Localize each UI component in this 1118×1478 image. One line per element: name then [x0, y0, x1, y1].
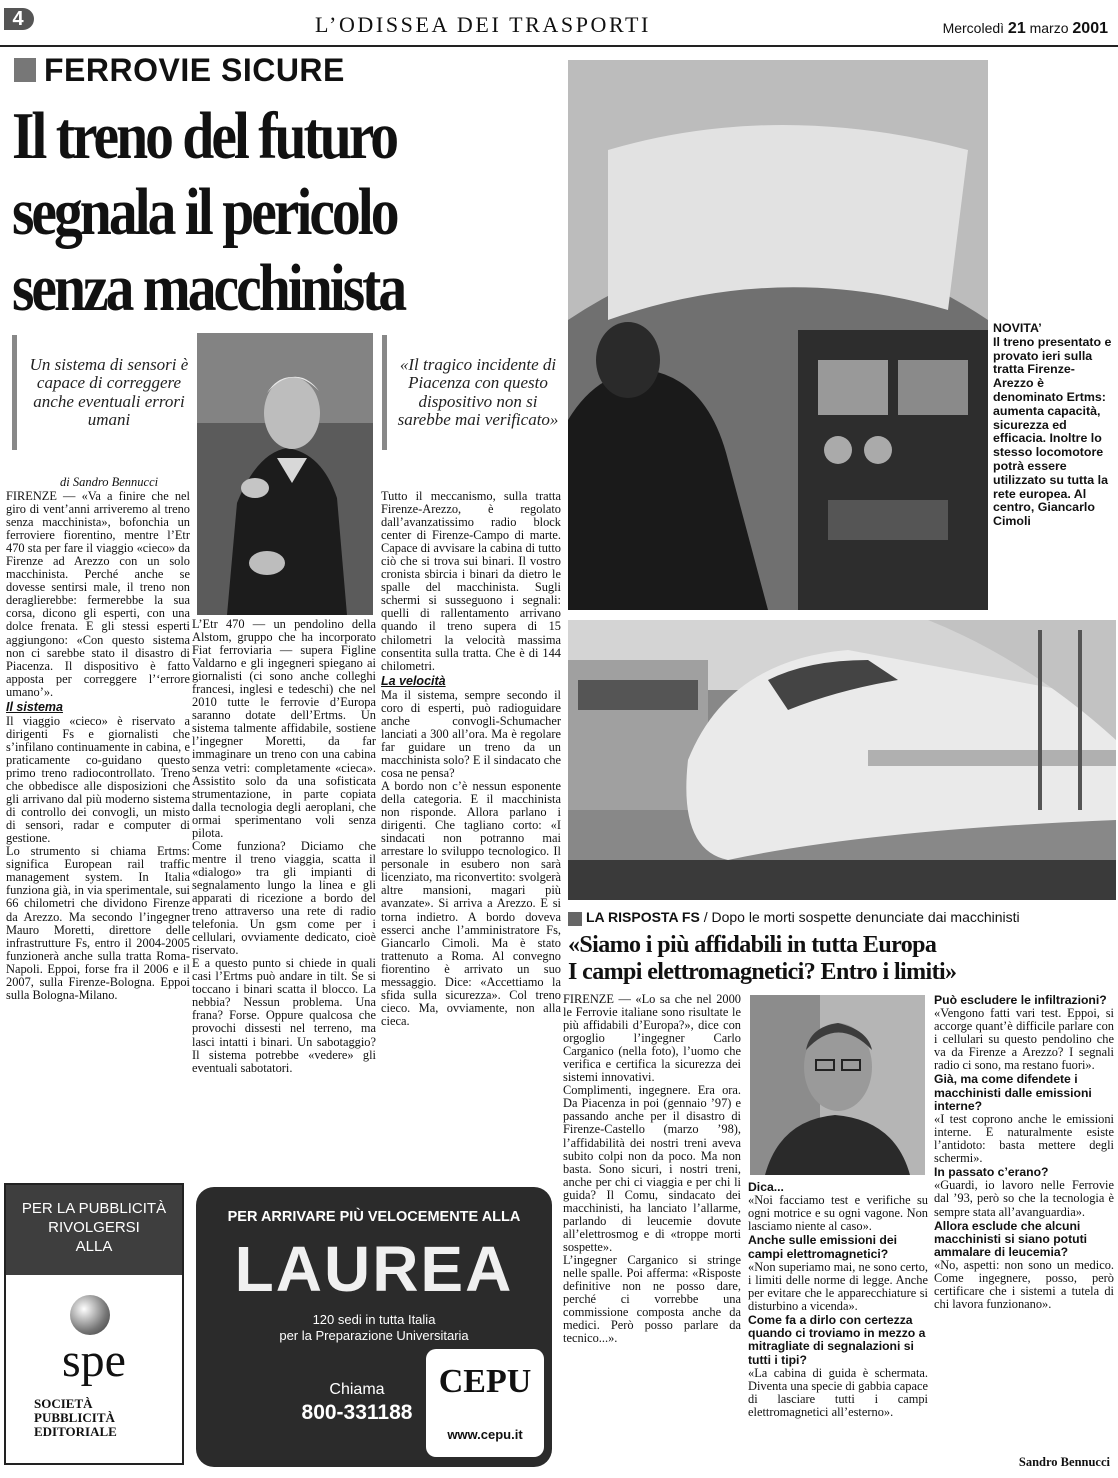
byline [60, 475, 158, 490]
interview-question: Allora esclude che alcuni macchinisti si siano potuti ammalare di leucemia? [934, 1218, 1088, 1259]
interview-column-3 [934, 993, 1114, 1455]
ad-cepu [196, 1187, 552, 1467]
signature: Sandro Bennucci [1018, 1455, 1110, 1469]
cockpit-photo [568, 60, 988, 610]
interview-answer: «I test coprono anche le emissioni interne. E naturalmente esiste l’antidoto: basta mettere degli schermi». [934, 1112, 1114, 1166]
qa-block [748, 1234, 928, 1313]
qa-block [748, 1314, 928, 1419]
header-rule [0, 45, 1118, 47]
interview-answer: «Guardi, io lavoro nelle Ferrovie dal ’93, però so che la tecnologia è sempre stata all’avanguardia». [934, 1178, 1114, 1219]
ad-spe-line: ALLA [75, 1238, 113, 1255]
ad-spe [4, 1183, 184, 1465]
interview-column-2 [748, 1180, 928, 1470]
train-photo [568, 620, 1116, 900]
sidebar-headline [568, 932, 1118, 986]
ad-spe-line: PER LA PUBBLICITÀ [21, 1200, 167, 1217]
date-day: 21 [1007, 20, 1026, 37]
sidebar-headline-line-1: «Siamo i più affidabili in tutta Europa [568, 932, 937, 958]
interview-column-1 [563, 993, 741, 1470]
pull-quote-bar [382, 335, 387, 450]
date-year: 2001 [1072, 20, 1108, 37]
qa-block [934, 994, 1114, 1072]
ad-spe-logo: spe [62, 1334, 126, 1387]
interview-paragraph: Complimenti, ingegnere. Era ora. Da Piacenza in poi (gennaio ’97) e passando anche per il disastro di Firenze-Castello (marzo ’98), l’affidabilità dei nostri treni aveva subito colpi non da poco. Ma non basta. Sono sicuri, i nostri treni, anche per chi ci viaggia e per chi li guida? Il Comu, sindacato dei macchinisti, ha lanciato l’allarme, parlando di leucemie dovute all’elettrosmog e di «troppe morti sospette». [563, 1083, 741, 1254]
article-paragraph: A bordo non c’è nessun esponente della categoria. E il macchinista non risponde. Allora parlano i dirigenti. Che tagliano corto: «I sindacati non potranno mai arrestare lo sviluppo tecnologico. Il personale in esubero non sarà licenziato, ma riconvertito: svolgerà altre mansioni, magari più avanzate». Si arriva a Arezzo. E si torna indietro. A bordo doveva esserci anche l’amministratore Fs, Giancarlo Cimoli. Ma è stato trattenuto a Roma. Al convegno fiorentino è arrivato un suo messaggio. Dice: «Accettiamo la sfida sulla sicurezza». Col treno cieco. Ma, ovviamente, non alla cieca. [381, 779, 561, 1028]
kicker-square [14, 58, 36, 82]
sidebar-dek: Dopo le morti sospette denunciate dai macchinisti [711, 909, 1020, 925]
interview-answer: «No, aspetti: non sono un medico. Come ingegnere, posso, però certificare che i sistemi a tutela di chi lavora funzionano». [934, 1258, 1114, 1312]
ad-cepu-phone[interactable]: 800-331188 [301, 1401, 413, 1424]
ad-spe-header [6, 1185, 182, 1275]
ad-cepu-info-line: per la Preparazione Universitaria [279, 1328, 469, 1343]
article-paragraph: L’Etr 470 — un pendolino della Alstom, gruppo che ha incorporato Fiat ferroviaria — supera Figline Valdarno e gli ingegneri spiegano ai giornalisti (ci sono anche colleghi francesi, inglesi e tedeschi) che nel 2010 tutte le ferrovie d’Europa saranno dotate dell’Ertms. Un sistema talmente affidabile, sostiene l’ingegner Moretti, da far immaginare un treno con una cabina senza vetri: completamente «cieca». Assistito solo da una sofisticata strumentazione, in parte copiata dalla tecnologia degli aeroplani, che ormai sperimentano voli senza pilota. [192, 618, 376, 840]
page-number: 4 [12, 8, 24, 30]
article-paragraph: FIRENZE — «Va a finire che nel giro di vent’anni arriveremo al treno senza macchinista», bofonchia un ferroviere fiorentino, mentre l’Etr 470 sta per fare il viaggio «cieco» da Firenze ad Arezzo con un solo macchinista. Perché anche se dovesse sentirsi male, il treno non deraglierebbe: fermerebbe la sua corsa, dicono gli esperti, con una dolce frenata. E gli stessi esperti aggiungono: «Con questo sistema non ci sarebbe stato il disastro di Piacenza. Il dispositivo è fatto apposta per correggere l’‘errore umano’». [6, 490, 190, 699]
kicker: FERROVIE SICURE [44, 52, 345, 88]
ad-spe-sub [34, 1397, 117, 1439]
headline [12, 98, 494, 326]
subheading-la-velocita: La velocità [381, 673, 446, 688]
qa-block [934, 1073, 1114, 1165]
article-paragraph: Lo strumento si chiama Ertms: significa European rail traffic management system. In Italia funziona già, in via sperimentale, sui 66 chilometri che dividono Firenze da Arezzo. Ma secondo l’ingegner Mauro Moretti, direttore delle infrastrutture Fs, entro il 2004-2005 funzionerà anche sulla tratta Roma-Napoli. Eppoi, forse fra il 2006 e il 2007, sulla Firenze-Bologna. Eppoi sulla Bologna-Milano. [6, 844, 190, 1002]
subheading-il-sistema: Il sistema [6, 699, 63, 714]
globe-icon [70, 1295, 110, 1335]
sidebar-square [568, 912, 582, 926]
qa-block [934, 1166, 1114, 1218]
ad-cepu-title: LAUREA [234, 1233, 514, 1305]
qa-block [934, 1220, 1114, 1312]
date-weekday: Mercoledì [942, 20, 1005, 36]
ad-spe-sub-line: PUBBLICITÀ [34, 1410, 115, 1425]
photo-caption [993, 322, 1115, 529]
ad-spe-line: RIVOLGERSI [48, 1219, 140, 1236]
ad-cepu-url[interactable]: www.cepu.it [447, 1427, 523, 1442]
interview-question: Già, ma come difendete i macchinisti dalle emissioni interne? [934, 1072, 1092, 1113]
article-paragraph: Come funziona? Diciamo che mentre il treno viaggia, scatta il «dialogo» tra gli impianti di segnalamento lungo la linea e gli apparati di ricezione a bordo del treno attraverso una rete di radio telefonia. Un gsm come per i cellulari, ovviamente dedicato, cioè riservato. [192, 838, 376, 958]
issue-date [890, 20, 1108, 38]
interview-answer: «La cabina di guida è schermata. Diventa una specie di gabbia capace di lasciare tutti i campi elettromagnetici all’esterno». [748, 1365, 928, 1419]
portrait-photo [197, 333, 373, 615]
interview-answer: «Noi facciamo test e verifiche su ogni motrice e su ogni vagone. Non lasciamo niente al caso». [748, 1193, 928, 1234]
article-paragraph: Ma il sistema, sempre secondo il coro di esperti, può radioguidare anche convogli-Schumacher lanciati a 300 all’ora. Ma è regolare far guidare un treno da un macchinista solo? E il sindacato che cosa ne pensa? [381, 687, 561, 780]
pull-quote-2: «Il tragico incidente di Piacenza con questo dispositivo non si sarebbe mai verificato» [397, 355, 559, 430]
article-paragraph: Il viaggio «cieco» è riservato a dirigenti Fs e giornalisti che s’infilano continuamente in cabina, e praticamente co-guidano questo primo treno radiocontrollato. Treno che obbedisce alle disposizioni che gli arrivano dal più moderno sistema di controllo dei convogli, un misto di sensori, radar e computer di gestione. [6, 713, 190, 846]
ad-cepu-info-line: 120 sedi in tutta Italia [312, 1312, 436, 1327]
article-paragraph: Tutto il meccanismo, sulla tratta Firenze-Arezzo, è regolato dall’avanzatissimo radio block center di Firenze-Campo di marte. Capace di avvisare la cabina di tutto ciò che si trova sui binari. Il vostro cronista sbircia i binari da dietro le spalle del macchinista. Sugli schermi si susseguono i segnali: quelli di rallentamento arrivano quando il treno supera di 15 chilometri la velocità massima consentita sulla tratta. Che è di 144 chilometri. [381, 490, 561, 673]
engineer-photo [750, 995, 925, 1175]
byline-text: di Sandro Bennucci [60, 475, 159, 489]
interview-answer: «Non superiamo mai, ne sono certo, i limiti delle norme di legge. Anche per evitare che le apparecchiature si disturbino a vicenda». [748, 1259, 928, 1313]
headline-line-1: Il treno del futuro [12, 99, 397, 173]
interview-question: Anche sulle emissioni dei campi elettromagnetici? [748, 1233, 898, 1261]
ad-spe-sub-line: SOCIETÀ [34, 1396, 93, 1411]
interview-question: Può escludere le infiltrazioni? [934, 993, 1107, 1007]
sidebar-label: LA RISPOSTA FS [586, 909, 700, 925]
interview-answer: «Vengono fatti vari test. Eppoi, si accorge quant’è difficile parlare con i cellulari su questo pendolino che va da Firenze a Arezzo? I segnali radio ci sono, ma restano fuori». [934, 1006, 1114, 1073]
caption-title: NOVITA’ [993, 321, 1042, 335]
qa-block [748, 1181, 928, 1233]
sidebar-headline-line-2: I campi elettromagnetici? Entro i limiti» [568, 959, 957, 985]
headline-line-2: segnala il pericolo [12, 175, 397, 249]
caption-text: Il treno presentato e provato ieri sulla tratta Firenze-Arezzo è denominato Ertms: aumenta capacità, sicurezza ed efficacia. Inoltre lo stesso locomotore potrà essere utilizzato su tutta la rete europea. Al centro, Giancarlo Cimoli [993, 334, 1112, 529]
article-paragraph: E a questo punto si chiede in quali casi l’Ertms può andare in tilt. Se si toccano i binari scatta il blocco. La nebbia? Nessun problema. Una frana? Forse. Oppure qualcosa che provochi dissesti nel terreno, ma lasci intatti i binari. Un sabotaggio? Il sistema potrebbe «vedere» gli eventuali sabotatori. [192, 956, 376, 1075]
ad-cepu-top: PER ARRIVARE PIÙ VELOCEMENTE ALLA [227, 1209, 521, 1225]
pull-quote-1: Un sistema di sensori è capace di correggere anche eventuali errori umani [29, 355, 189, 430]
headline-line-3: senza macchinista [12, 251, 405, 325]
interview-question: Dica... [748, 1180, 784, 1194]
ad-spe-sub-line: EDITORIALE [34, 1424, 117, 1439]
ad-cepu-info [196, 1312, 552, 1344]
interview-paragraph: L’ingegner Carganico si stringe nelle spalle. Poi afferma: «Risposte definitive non ne posso dare, perché ci vorrebbe una commissione composta anche da medici. Però posso parlare da tecnico...». [563, 1252, 741, 1346]
ad-cepu-brand: CEPU [438, 1363, 532, 1400]
interview-question: In passato c’erano? [934, 1165, 1049, 1180]
interview-question: Come fa a dirlo con certezza quando ci troviamo in mezzo a mitragliate di segnalazioni si tutti i tipi? [748, 1312, 926, 1367]
sidebar-dek-line: LA RISPOSTA FS / Dopo le morti sospette denunciate dai macchinisti [586, 909, 1020, 925]
section-title: L’ODISSEA DEI TRASPORTI [315, 12, 651, 37]
ad-cepu-logo-box [426, 1349, 544, 1457]
interview-paragraph: FIRENZE — «Lo sa che nel 2000 le Ferrovie italiane sono risultate le più affidabili d’Europa?», dice con orgoglio l’ingegner Carlo Carganico (nella foto), l’uomo che verifica e certifica la sicurezza dei sistemi innovativi. [563, 993, 741, 1085]
pull-quote-bar [12, 335, 17, 450]
ad-cepu-call: Chiama [329, 1381, 385, 1398]
date-month: marzo [1029, 20, 1069, 36]
